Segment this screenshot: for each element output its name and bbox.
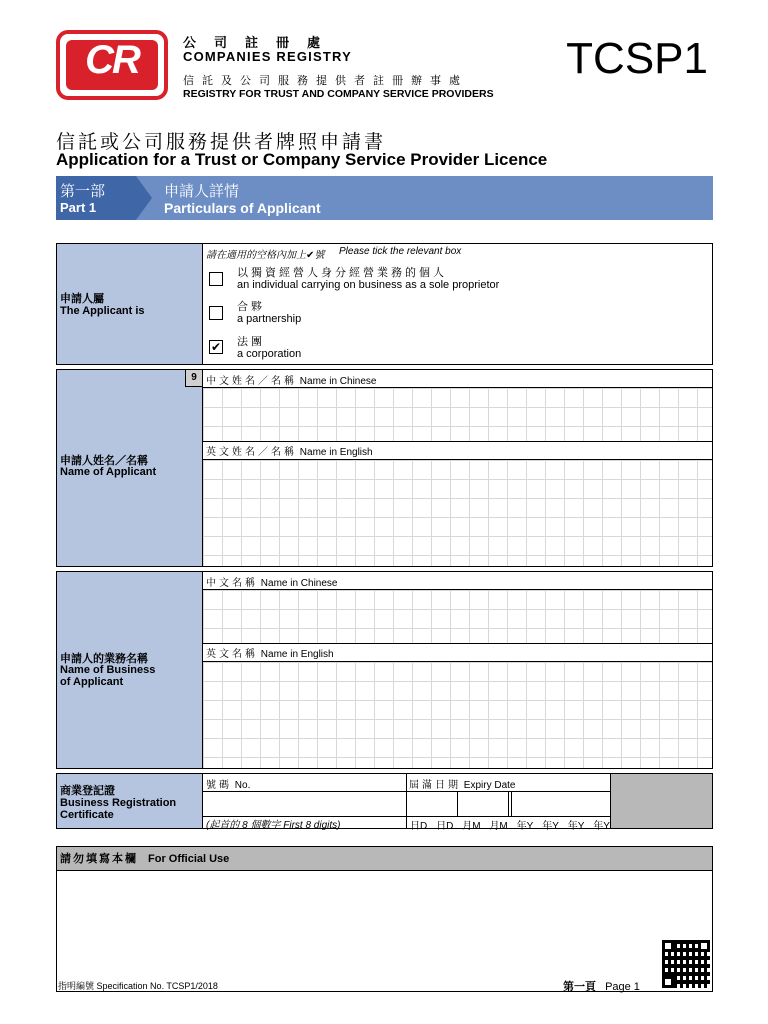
business-name-chinese-label-zh: 中文名稱 xyxy=(206,578,258,589)
sole-proprietor-label-zh: 以獨資經營人身分經營業務的個人 xyxy=(237,267,447,279)
cr-logo xyxy=(56,30,168,100)
corporation-label-en: a corporation xyxy=(237,348,302,360)
part-name-zh: 申請人詳情 xyxy=(164,183,240,200)
part-name-en: Particulars of Applicant xyxy=(164,200,321,216)
business-name-english-label-zh: 英文名稱 xyxy=(206,649,258,660)
brc-number-input[interactable] xyxy=(203,791,406,817)
brc-shaded-cell xyxy=(610,774,712,828)
date-cell-month: 月M xyxy=(462,821,481,832)
date-cell-day: 日D xyxy=(436,821,454,832)
part-number-en: Part 1 xyxy=(60,200,97,215)
expiry-label xyxy=(409,776,515,791)
applicant-type-label-cell xyxy=(57,244,203,364)
divider xyxy=(203,441,712,442)
divider xyxy=(457,792,458,816)
applicant-name-chinese-label-zh: 中文姓名／名稱 xyxy=(206,376,297,387)
applicant-name-english-label-en: Name in English xyxy=(299,447,373,458)
tcsp-registry-en: REGISTRY FOR TRUST AND COMPANY SERVICE PROVIDERS xyxy=(183,88,494,100)
business-name-label-en-2: of Applicant xyxy=(60,676,124,688)
divider xyxy=(203,643,712,644)
official-use-label-zh: 請勿填寫本欄 xyxy=(60,853,138,865)
date-cell-year: 年Y xyxy=(542,821,559,832)
brc-number-label-en: No. xyxy=(234,780,251,791)
date-cell-month: 月M xyxy=(489,821,508,832)
instruction-en: Please tick the relevant box xyxy=(339,246,462,257)
tcsp-registry-zh: 信託及公司服務提供者註冊辦事處 xyxy=(183,75,468,87)
part-banner xyxy=(56,176,713,220)
applicant-type-section xyxy=(56,243,713,365)
official-use-label-en: For Official Use xyxy=(148,853,230,865)
date-format-row xyxy=(410,817,610,832)
brc-label-en-2: Certificate xyxy=(60,809,114,821)
date-cell-day: 日D xyxy=(410,821,428,832)
applicant-name-chinese-label xyxy=(206,372,377,387)
expiry-label-en: Expiry Date xyxy=(463,780,516,791)
partnership-checkbox[interactable] xyxy=(209,306,223,320)
applicant-name-chinese-grid[interactable] xyxy=(203,387,712,441)
page-number-zh: 第一頁 xyxy=(563,981,596,993)
applicant-type-label-zh: 申請人屬 xyxy=(60,293,104,305)
applicant-name-chinese-label-en: Name in Chinese xyxy=(299,376,377,387)
business-name-label-zh: 申請人的業務名稱 xyxy=(60,653,148,665)
instruction-zh: 請在適用的空格內加上✔號 xyxy=(206,250,325,261)
brc-label-en-1: Business Registration xyxy=(60,797,177,809)
date-cell-year: 年Y xyxy=(516,821,534,832)
applicant-name-label-en: Name of Applicant xyxy=(60,466,157,478)
applicant-name-english-label-zh: 英文姓名／名稱 xyxy=(206,447,297,458)
applicant-name-section xyxy=(56,369,713,567)
business-name-section xyxy=(56,571,713,769)
business-name-chinese-label xyxy=(206,574,338,589)
form-title-en: Application for a Trust or Company Service Provider Licence xyxy=(56,150,548,169)
business-name-chinese-grid[interactable] xyxy=(203,589,712,643)
business-name-label-en-1: Name of Business xyxy=(60,664,156,676)
note-marker: 9 xyxy=(185,370,202,387)
page-number-en: Page 1 xyxy=(605,981,640,993)
brc-label-cell xyxy=(57,774,203,828)
partnership-label-zh: 合夥 xyxy=(237,301,265,313)
chevron-right-icon xyxy=(136,176,152,220)
logo-text: CR xyxy=(85,38,139,82)
sole-proprietor-label-en: an individual carrying on business as a sole proprietor xyxy=(237,279,500,291)
date-cell-year: 年Y xyxy=(567,821,585,832)
brc-first8-en: First 8 digits) xyxy=(283,820,341,831)
companies-registry-zh: 公司註冊處 xyxy=(183,35,339,50)
corporation-label-zh: 法團 xyxy=(237,336,265,348)
business-name-english-label-en: Name in English xyxy=(260,649,334,660)
part-number-zh: 第一部 xyxy=(60,183,106,200)
brc-section xyxy=(56,773,713,832)
brc-label-zh: 商業登記證 xyxy=(60,785,115,797)
form-title-zh: 信託或公司服務提供者牌照申請書 xyxy=(56,132,387,153)
official-use-section xyxy=(56,846,713,992)
business-name-chinese-label-en: Name in Chinese xyxy=(260,578,338,589)
sole-proprietor-checkbox[interactable] xyxy=(209,272,223,286)
divider xyxy=(508,792,509,816)
expiry-date-input[interactable] xyxy=(406,791,610,817)
brc-number-label-zh: 號碼 xyxy=(206,780,232,791)
qr-code-icon xyxy=(662,940,710,988)
specification-number xyxy=(58,979,218,992)
partnership-label-en: a partnership xyxy=(237,313,302,325)
business-name-english-grid[interactable] xyxy=(203,661,712,768)
business-name-english-label xyxy=(206,645,334,660)
brc-first8-zh: (起首的 8 個數字 xyxy=(206,820,281,831)
applicant-name-label-cell xyxy=(57,370,203,566)
form-number: TCSP1 xyxy=(566,34,708,83)
brc-number-label xyxy=(206,776,250,791)
divider xyxy=(511,792,512,816)
applicant-name-english-grid[interactable] xyxy=(203,459,712,566)
qr-finder xyxy=(662,976,674,988)
qr-finder xyxy=(698,940,710,952)
applicant-name-label-zh: 申請人姓名／名稱 xyxy=(60,455,148,467)
applicant-type-label-en: The Applicant is xyxy=(60,305,145,317)
official-use-header xyxy=(57,847,712,871)
date-cell-year: 年Y xyxy=(593,821,610,832)
specification-label-zh: 指明編號 xyxy=(58,981,95,991)
specification-label-en: Specification No. TCSP1/2018 xyxy=(96,981,218,991)
companies-registry-en: COMPANIES REGISTRY xyxy=(183,49,352,64)
corporation-checkbox[interactable]: ✔ xyxy=(210,340,222,354)
brc-first8-note xyxy=(206,816,340,831)
qr-finder xyxy=(662,940,674,952)
business-name-label-cell xyxy=(57,572,203,768)
page-number xyxy=(563,978,640,994)
applicant-name-english-label xyxy=(206,443,373,458)
expiry-label-zh: 屆滿日期 xyxy=(409,780,461,791)
